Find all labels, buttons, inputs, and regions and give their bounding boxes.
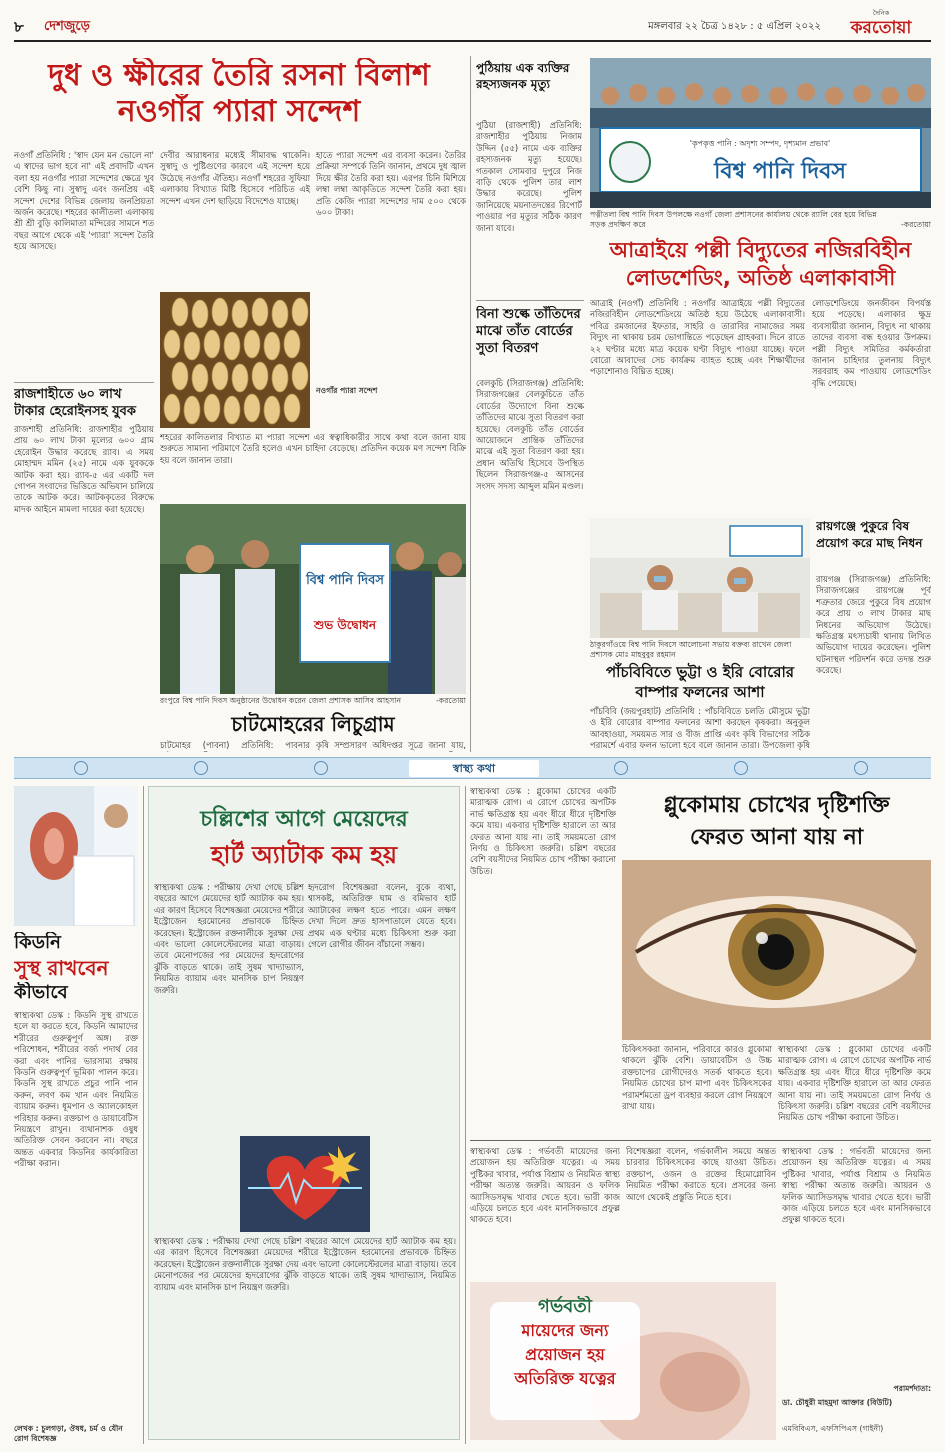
sandesh-photo	[160, 292, 310, 428]
section-name: দেশজুড়ে	[44, 19, 90, 34]
water-day-credit: -করতোয়া	[901, 220, 931, 229]
page-number: ৮	[14, 18, 24, 36]
belkuchi-headline: বিনা শুল্কে তাঁতিদের মাঝে তাঁত বোর্ডের সুতা বিতরণ	[476, 307, 581, 356]
panchbibi-body: পাঁচবিবি (জয়পুরহাট) প্রতিনিধি : পাঁচবিবিতে চলতি মৌসুমে ভুট্টা ও ইরি বোরোর বাম্পার ফলনের আশা করছেন কৃষকরা। অনুকূল আবহাওয়া, সময়মত সার ও বীজ প্রাপ্তি এবং কৃষি বিভাগের সঠিক পরামর্শে এবার ফলন ভালো হবে বলে জানান তারা। উপজেলা কৃষি	[590, 706, 810, 751]
eye-photo	[622, 860, 931, 1040]
panchbibi-headline-1: পাঁচবিবিতে ভুট্টা ও ইরি বোরোর	[605, 663, 795, 681]
column-rule	[143, 786, 144, 1444]
medical-cross-icon	[734, 761, 748, 775]
chatmohar-headline: চাটমোহরের লিচুগ্রাম	[231, 712, 395, 736]
thakurgaon-caption: ঠাকুরগাঁওয়ে বিশ্ব পানি দিবসে আলোচনা সভায় বক্তব্য রাখেন জেলা প্রশাসক মোঃ মাহবুবুর রহমান	[590, 640, 792, 659]
heart-body-3: স্বাস্থ্যকথা ডেস্ক : পরীক্ষায় দেখা গেছে চল্লিশ বছরের আগে মেয়েদের হার্ট অ্যাটাক কম হয়। এর কারণ হিসেবে বিশেষজ্ঞরা মেয়েদের শরীরে ইস্ট্রোজেন হরমোনের প্রভাবকে চিহ্নিত করেছেন। ইস্ট্রোজেন রক্তনালীকে সুরক্ষা দেয় এবং ভালো কোলেস্টেরলের মাত্রা বাড়ায়। তবে মেনোপজের পর মেয়েদের হৃদরোগের ঝুঁকি বাড়তে থাকে। তাই সুষম খাদ্যাভ্যাস, নিয়মিত ব্যায়াম এবং মানসিক চাপ নিয়ন্ত্রণ জরুরি।	[154, 1236, 456, 1292]
atrai-body: আত্রাই (নওগাঁ) প্রতিনিধি : নওগাঁর আত্রাইয়ে পল্লী বিদ্যুতের নজিরবিহীন লোডশেডিংয়ে অতিষ্ঠ হয়ে উঠেছে এলাকাবাসী। পবিত্র রমজানের ইফতার, সাহরি ও তারাবির নামাজের সময় বিদ্যুৎ না থাকায় চরম ভোগান্তিতে পড়েছেন গ্রাহকরা। দিনে রাতে ২২ ঘণ্টার মধ্যে মাত্র কয়েক ঘণ্টা বিদ্যুৎ পাওয়া যাচ্ছে। ফলে বোরো আবাদের সেচ কার্যক্রম ব্যাহত হচ্ছে এবং শিক্ষার্থীদের পড়াশোনাও বিঘ্নিত হচ্ছে।	[590, 298, 805, 377]
pregnancy-body-2: বিশেষজ্ঞরা বলেন, গর্ভকালীন সময়ে অন্তত চারবার চিকিৎসকের কাছে যাওয়া উচিত। রক্তচাপ, ওজন ও রক্তের হিমোগ্লোবিন নিয়মিত পরীক্ষা করাতে হবে। প্রসবের জন্য আগে থেকেই প্রস্তুতি নিতে হবে।	[626, 1146, 776, 1202]
pregnancy-body-3: স্বাস্থ্যকথা ডেস্ক : গর্ভবতী মায়েদের জন্য প্রয়োজন হয় অতিরিক্ত যত্নের। এ সময় পুষ্টিকর খাবার, পর্যাপ্ত বিশ্রাম ও নিয়মিত স্বাস্থ্য পরীক্ষা অত্যন্ত জরুরি। আয়রন ও ফলিক অ্যাসিডসমৃদ্ধ খাবার খেতে হবে। ভারী কাজ এড়িয়ে চলতে হবে এবং মানসিকভাবে প্রফুল্ল থাকতে হবে।	[782, 1146, 931, 1225]
heart-icon-illustration	[240, 1136, 370, 1232]
kidney-headline-2: সুস্থ রাখবেন	[14, 956, 109, 980]
rangpur-credit: -করতোয়া	[436, 696, 466, 705]
puthia-body: পুঠিয়া (রাজশাহী) প্রতিনিধি: রাজশাহীর পুঠিয়ায় নিজাম উদ্দিন (৫৫) নামে এক ব্যক্তির রহস্যজনক মৃত্যু হয়েছে। গতকাল সোমবার দুপুরে নিজ বাড়ি থেকে পুলিশ তার লাশ উদ্ধার করেছে। পুলিশ জানিয়েছে ময়নাতদন্তের রিপোর্ট পাওয়ার পর মৃত্যুর সঠিক কারণ জানা যাবে।	[476, 120, 582, 233]
pregnancy-title-1: গর্ভবতী	[538, 1296, 592, 1317]
rangpur-poster-sub: শুভ উদ্বোধন	[313, 618, 377, 632]
lead-body-col3: হাতে প্যারা সন্দেশ এর ব্যবসা করেন। তৈরির প্রক্রিয়া সম্পর্কে তিনি জানান, প্রথমে দুধ জ্বাল দিয়ে ক্ষীর তৈরি করা হয়। এরপর চিনি মিশিয়ে লম্বা লম্বা আকৃতিতে সন্দেশ তৈরি করা হয়। প্রতি কেজি প্যারা সন্দেশের দাম ৫০০ থেকে ৬০০ টাকা।	[316, 150, 466, 218]
page-header	[14, 8, 931, 42]
panchbibi-headline-2: বাম্পার ফলনের আশা	[635, 683, 765, 701]
column-rule	[470, 56, 471, 752]
rajshahi-body: রাজশাহী প্রতিনিধি: রাজশাহীর পুঠিয়ায় প্রায় ৬০ লাখ টাকা মূল্যের ৬০০ গ্রাম হেরোইন উদ্ধার করেছে র‍্যাব। এ সময় মোহাম্মদ মমিন (২৫) নামে এক যুবককে আটক করা হয়। র‍্যাব-৫ এর একটি দল গোপন সংবাদের ভিত্তিতে অভিযান চালিয়ে তাকে আটক করে। আটককৃতের বিরুদ্ধে মাদক আইনে মামলা দায়ের করা হয়েছে।	[14, 424, 154, 514]
lead-body-col4: শহরের কালিতলার বিখ্যাত মা প্যারা সন্দেশ এর স্বত্বাধিকারীর সাথে কথা বলে জানা যায় শুরুতে সামান্য পরিমাণে তৈরি হলেও এখন চাহিদা বেড়েছে। প্রতিদিন কয়েক মণ সন্দেশ বিক্রি হয় বলে জানান তারা।	[160, 432, 466, 465]
lead-headline-2: নওগাঁর প্যারা সন্দেশ	[117, 94, 361, 129]
lead-headline-1: দুধ ও ক্ষীরের তৈরি রসনা বিলাশ	[48, 58, 430, 93]
advisor-title: এমবিবিএস, এফসিপিএস (গাইনী)	[782, 1424, 884, 1433]
kidney-photo	[14, 786, 138, 926]
syringe-icon	[614, 761, 628, 775]
heart-icon	[314, 761, 328, 775]
advisor-label: পরামর্শদাতা:	[893, 1384, 931, 1393]
atrai-body-2: লোডশেডিংয়ে জনজীবন বিপর্যস্ত হয়ে পড়েছে। এলাকার ক্ষুদ্র ব্যবসায়ীরা জানান, বিদ্যুৎ না থাকায় তাদের ব্যবসা বন্ধ হওয়ার উপক্রম। পল্লী বিদ্যুৎ সমিতির কর্মকর্তারা জানান চাহিদার তুলনায় বিদ্যুৎ সরবরাহ কম পাওয়ায় লোডশেডিং বৃদ্ধি পেয়েছে।	[812, 298, 931, 388]
kidney-image	[14, 786, 138, 926]
pill-icon	[194, 761, 208, 775]
kidney-headline-1: কিডনি	[14, 932, 61, 953]
health-section-band	[14, 757, 931, 779]
raiganj-body: রায়গঞ্জ (সিরাজগঞ্জ) প্রতিনিধি: সিরাজগঞ্জের রায়গঞ্জে পূর্ব শত্রুতার জেরে পুকুরে বিষ প্রয়োগ করে প্রায় ৩ লাখ টাকার মাছ নিধনের অভিযোগ উঠেছে। ক্ষতিগ্রস্ত মৎস্যচাষী থানায় লিখিত অভিযোগ দায়ের করেছেন। পুলিশ ঘটনাস্থল পরিদর্শন করে তদন্ত শুরু করেছে।	[816, 574, 931, 676]
rule	[470, 1140, 931, 1141]
column-rule	[465, 786, 466, 1444]
heart-body: স্বাস্থ্যকথা ডেস্ক : পরীক্ষায় দেখা গেছে চল্লিশ বছরের আগে মেয়েদের হার্ট অ্যাটাক কম হয়। এর কারণ হিসেবে বিশেষজ্ঞরা মেয়েদের শরীরে ইস্ট্রোজেন হরমোনের প্রভাবকে চিহ্নিত করেছেন। ইস্ট্রোজেন রক্তনালীকে সুরক্ষা দেয় এবং ভালো কোলেস্টেরলের মাত্রা বাড়ায়। তবে মেনোপজের পর মেয়েদের হৃদরোগের ঝুঁকি বাড়তে থাকে। তাই সুষম খাদ্যাভ্যাস, নিয়মিত ব্যায়াম এবং মানসিক চাপ নিয়ন্ত্রণ জরুরি।	[154, 882, 304, 995]
puthia-headline: পুঠিয়ায় এক ব্যক্তির রহস্যজনক মৃত্যু	[476, 61, 570, 91]
rajshahi-headline: রাজশাহীতে ৬০ লাখ টাকার হেরোইনসহ যুবক	[14, 387, 136, 419]
kidney-body: স্বাস্থ্যকথা ডেস্ক : কিডনি সুস্থ রাখতে হলে যা করতে হবে, কিডনি আমাদের শরীরের গুরুত্বপূর্ণ অঙ্গ। রক্ত পরিশোধন, শরীরের বর্জ্য পদার্থ বের করা এবং পানির ভারসাম্য রক্ষায় কিডনি গুরুত্বপূর্ণ ভূমিকা পালন করে। কিডনি সুস্থ রাখতে প্রচুর পানি পান করুন, লবণ কম খান এবং নিয়মিত ব্যায়াম করুন। ধূমপান ও অ্যালকোহল পরিহার করুন। রক্তচাপ ও ডায়াবেটিস নিয়ন্ত্রণে রাখুন। ব্যথানাশক ওষুধ অতিরিক্ত সেবন করবেন না। বছরে অন্তত একবার কিডনির কার্যকারিতা পরীক্ষা করান।	[14, 1010, 138, 1169]
rangpur-image	[160, 504, 466, 694]
chatmohar-body: চাটমোহর (পাবনা) প্রতিনিধি: পাবনার	[160, 740, 310, 750]
heart-headline-2: হার্ট অ্যাটাক কম হয়	[210, 841, 398, 869]
rule	[14, 382, 154, 383]
atrai-headline-1: আত্রাইয়ে পল্লী বিদ্যুতের নজিরবিহীন	[609, 238, 912, 262]
kidney-headline-3: কীভাবে	[14, 982, 68, 1003]
sandesh-caption: নওগাঁর প্যারা সন্দেশ	[316, 386, 378, 395]
sandesh-image	[160, 292, 310, 428]
water-day-banner-top: 'কৃপকৃত্ত পানি : অদৃশ্য সম্পদ, দৃশ্যমান প্রভাব'	[689, 139, 831, 148]
rangpur-caption: রংপুরে বিশ্ব পানি দিবস অনুষ্ঠানের উদ্বোধন করেন জেলা প্রশাসক আসিব আহসান	[160, 696, 402, 705]
health-section-title: স্বাস্থ্য কথা	[409, 760, 539, 777]
glaucoma-body: স্বাস্থ্যকথা ডেস্ক : গ্লুকোমা চোখের একটি মারাত্মক রোগ। এ রোগে চোখের অপটিক নার্ভ ক্ষতিগ্রস্ত হয় এবং ধীরে ধীরে দৃষ্টিশক্তি কমে যায়। একবার দৃষ্টিশক্তি হারালে তা আর ফেরত আনা যায় না। তাই সময়মতো রোগ নির্ণয় ও চিকিৎসা জরুরি। চল্লিশ বছরের বেশি বয়সীদের নিয়মিত চোখ পরীক্ষা করানো উচিত।	[470, 786, 616, 876]
thermometer-icon	[854, 761, 868, 775]
eye-image	[622, 860, 931, 1040]
heart-illustration	[240, 1136, 370, 1232]
belkuchi-body: বেলকুচি (সিরাজগঞ্জ) প্রতিনিধি: সিরাজগঞ্জের বেলকুচিতে তাঁত বোর্ডের উদ্যোগে বিনা শুল্কে তাঁতিদের মাঝে সুতা বিতরণ করা হয়েছে। বেলকুচি তাঁত বোর্ডের আয়োজনে প্রান্তিক তাঁতিদের মাঝে এই সুতা বিতরণ করা হয়। প্রধান অতিথি হিসেবে উপস্থিত ছিলেন সিরাজগঞ্জ-৫ আসনের সংসদ সদস্য আব্দুল মমিন মণ্ডল।	[476, 378, 584, 491]
raiganj-headline: রায়গঞ্জে পুকুরে বিষ প্রয়োগ করে মাছ নিধন	[816, 519, 923, 550]
heart-headline-1: চল্লিশের আগে মেয়েদের	[200, 807, 408, 832]
glaucoma-headline-1: গ্লুকোমায় চোখের দৃষ্টিশক্তি	[663, 793, 890, 818]
water-day-image	[590, 58, 931, 208]
kidney-author: লেখক : চুলগড়া, ঔষধ, চর্ম ও যৌন রোগ বিশেষজ্ঞ	[14, 1424, 123, 1443]
masthead-logo	[831, 8, 931, 38]
glaucoma-headline-2: ফেরত আনা যায় না	[689, 825, 864, 850]
pregnancy-title-3: প্রয়োজন হয়	[525, 1345, 605, 1364]
advisor-name: ডা. চৌধুরী মাহমুদা আক্তার (বিউটি)	[782, 1398, 893, 1407]
chatmohar-body-2: কৃষি সম্প্রসারণ অধিদপ্তর সূত্রে জানা যায়,	[316, 740, 466, 750]
rule	[476, 300, 584, 301]
heart-body-2: হৃদরোগ বিশেষজ্ঞরা বলেন, বুকে ব্যথা, শ্বাসকষ্ট, অতিরিক্ত ঘাম ও বমিভাব হার্ট অ্যাটাকের লক্ষণ হতে পারে। এমন লক্ষণ দেখা দিলে দ্রুত হাসপাতালে যেতে হবে। প্রথম এক ঘণ্টার মধ্যে চিকিৎসা শুরু করা গেলে রোগীর জীবন বাঁচানো সম্ভব।	[308, 882, 456, 950]
lead-body-col1: নওগাঁ প্রতিনিধি : 'স্বাদ যেন মন ভোলে না' এ স্বাদের ভাগ হবে না' এই প্রবাদটি এখন বলা হয় নওগাঁর প্যারা সন্দেশের ক্ষেত্রে খুব বেশি কিছু না। সুস্বাদু এবং জনপ্রিয় এই সন্দেশ দেশের বিভিন্ন জেলায় জনপ্রিয়তা অর্জন করেছে। শহরের কালীতলা এলাকায় শ্রী শ্রী বুড়ি কালিমাতা মন্দিরের সামনে শত বছর আগে থেকে এই 'প্যারা' সন্দেশ তৈরি হয়ে আসছে।	[14, 150, 154, 252]
rangpur-poster-title: বিশ্ব পানি দিবস	[306, 573, 384, 588]
water-day-photo	[590, 58, 931, 208]
rangpur-photo	[160, 504, 466, 694]
glaucoma-body-2: চিকিৎসকরা জানান, পরিবারে কারও গ্লুকোমা থাকলে ঝুঁকি বেশি। ডায়াবেটিস ও উচ্চ রক্তচাপের রোগীদেরও সতর্ক থাকতে হবে। নিয়মিত চোখের চাপ মাপা এবং চিকিৎসকের পরামর্শমতো ড্রপ ব্যবহার করলে রোগ নিয়ন্ত্রণে রাখা যায়।	[622, 1044, 772, 1112]
masthead-title: করতোয়া	[850, 18, 912, 38]
masthead-small: দৈনিক	[872, 9, 890, 17]
pregnancy-body: স্বাস্থ্যকথা ডেস্ক : গর্ভবতী মায়েদের জন্য প্রয়োজন হয় অতিরিক্ত যত্নের। এ সময় পুষ্টিকর খাবার, পর্যাপ্ত বিশ্রাম ও নিয়মিত স্বাস্থ্য পরীক্ষা অত্যন্ত জরুরি। আয়রন ও ফলিক অ্যাসিডসমৃদ্ধ খাবার খেতে হবে। ভারী কাজ এড়িয়ে চলতে হবে এবং মানসিকভাবে প্রফুল্ল থাকতে হবে।	[470, 1146, 620, 1225]
pregnancy-title-2: মায়েদের জন্য	[521, 1321, 609, 1340]
lead-body-col2: দেবীর আরাধনার মধ্যেই সীমাবদ্ধ থাকেনি। সুস্বাদু ও পুষ্টিগুণের কারণে এই সন্দেশ হয়ে উঠেছে নওগাঁর ঐতিহ্য। নওগাঁ শহরের সুফিয়া এলাকায় বিখ্যাত মিষ্টি হিসেবে পরিচিত এই সন্দেশ এখন দেশ ছাড়িয়ে বিদেশেও যাচ্ছে।	[160, 150, 310, 206]
thakurgaon-image	[590, 518, 810, 638]
stethoscope-icon	[74, 761, 88, 775]
pregnancy-title-4: অতিরিক্ত যত্নের	[514, 1369, 616, 1388]
water-day-banner-title: বিশ্ব পানি দিবস	[714, 159, 846, 184]
glaucoma-body-3: স্বাস্থ্যকথা ডেস্ক : গ্লুকোমা চোখের একটি মারাত্মক রোগ। এ রোগে চোখের অপটিক নার্ভ ক্ষতিগ্রস্ত হয় এবং ধীরে ধীরে দৃষ্টিশক্তি কমে যায়। একবার দৃষ্টিশক্তি হারালে তা আর ফেরত আনা যায় না। তাই সময়মতো রোগ নির্ণয় ও চিকিৎসা জরুরি। চল্লিশ বছরের বেশি বয়সীদের নিয়মিত চোখ পরীক্ষা করানো উচিত।	[778, 1044, 931, 1123]
atrai-headline-2: লোডশেডিং, অতিষ্ঠ এলাকাবাসী	[625, 266, 896, 290]
water-day-caption: পত্নীতলা বিশ্ব পানি দিবস উপলক্ষে নওগাঁ জেলা প্রশাসনের কার্যালয় থেকে র‍্যালি বের হয়ে বিভিন্ন সড়ক প্রদক্ষিণ করে	[590, 210, 877, 229]
thakurgaon-photo	[590, 518, 810, 638]
publication-date: মঙ্গলবার ২২ চৈত্র ১৪২৮ : ৫ এপ্রিল ২০২২	[648, 21, 821, 32]
